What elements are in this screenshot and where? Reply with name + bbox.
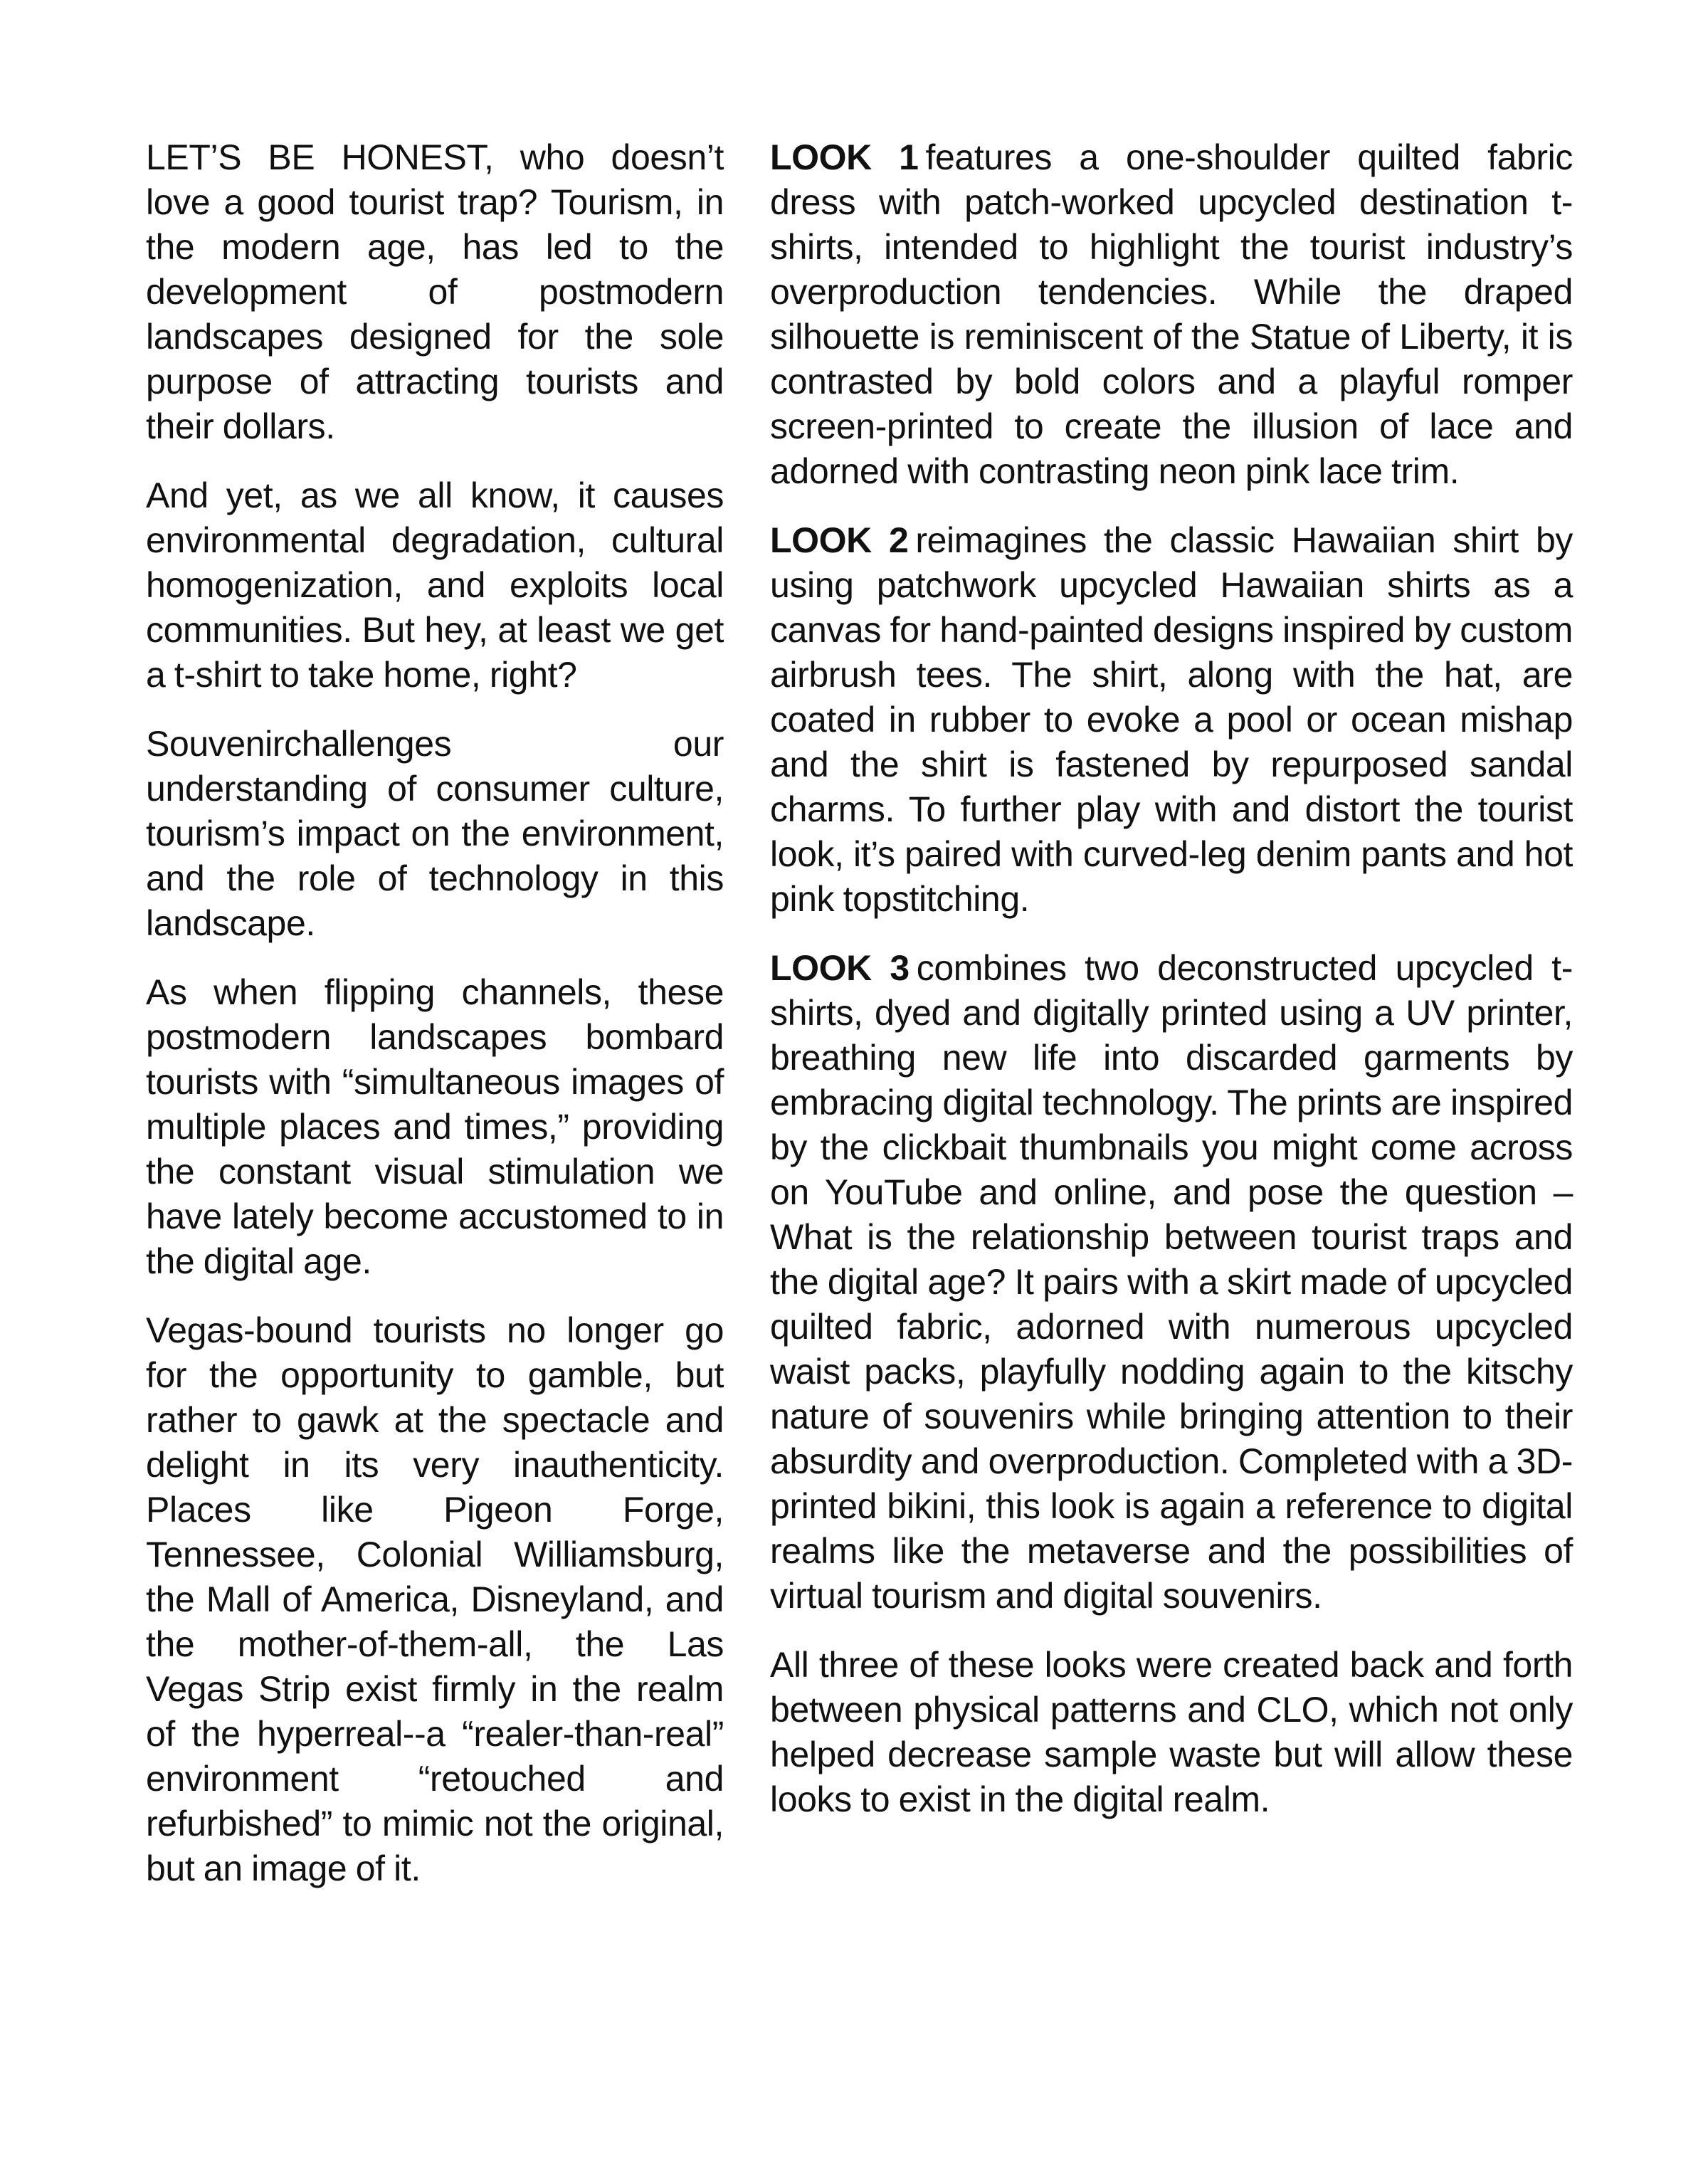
look1-text: features a one-shoulder quilted fabric dress with patch-worked upcycled destination t-shirts, intended to highlight the tourist industry’s overproduction tendencies. While the draped silhouette is reminiscent of the Statue of Liberty, it is contrasted by bold colors and a playful romper screen-printed to create the illusion of lace and adorned with contrasting neon pink lace trim.: [770, 137, 1573, 491]
left-column: [146, 135, 724, 1915]
look1-paragraph: [770, 135, 1573, 494]
look3-text: combines two deconstructed upcycled t-shirts, dyed and digitally printed using a UV printer, breathing new life into discarded garments by embracing digital technology. The prints are inspired by the clickbait thumbnails you might come across on YouTube and online, and pose the question – What is the relationship between tourist traps and the digital age? It pairs with a skirt made of upcycled quilted fabric, adorned with numerous upcycled waist packs, playfully nodding again to the kitschy nature of souvenirs while bringing attention to their absurdity and overproduction. Completed with a 3D-printed bikini, this look is again a reference to digital realms like the metaverse and the possibilities of virtual tourism and digital souvenirs.: [770, 948, 1573, 1616]
souvenir-paragraph: Souvenirchallenges our understanding of consumer culture, tourism’s impact on the environment, and the role of technology in this landscape.: [146, 724, 724, 943]
right-column: [770, 135, 1573, 1846]
look3-paragraph: [770, 946, 1573, 1619]
look2-heading: LOOK 2: [770, 520, 909, 560]
closing-paragraph: All three of these looks were created back and forth between physical patterns and CLO, which not only helped decrease sample waste but will allow these looks to exist in the digital realm.: [770, 1645, 1573, 1819]
look3-heading: LOOK 3: [770, 948, 910, 988]
look2-text: reimagines the classic Hawaiian shirt by using patchwork upcycled Hawaiian shirts as a canvas for hand-painted designs inspired by custom airbrush tees. The shirt, along with the hat, are coated in rubber to evoke a pool or ocean mishap and the shirt is fastened by repurposed sandal charms. To further play with and distort the tourist look, it’s paired with curved-leg denim pants and hot pink topstitching.: [770, 520, 1573, 919]
intro-paragraph: LET’S BE HONEST, who doesn’t love a good tourist trap? Tourism, in the modern age, has led to the development of postmodern landscapes designed for the sole purpose of attracting tourists and their dollars.: [146, 137, 724, 446]
look2-paragraph: [770, 518, 1573, 922]
look1-heading: LOOK 1: [770, 137, 919, 177]
impact-paragraph: And yet, as we all know, it causes environmental degradation, cultural homogenization, and exploits local communities. But hey, at least we get a t-shirt to take home, right?: [146, 475, 724, 695]
channels-paragraph: As when flipping channels, these postmodern landscapes bombard tourists with “simultaneous images of multiple places and times,” providing the constant visual stimulation we have lately become accustomed to in the digital age.: [146, 972, 724, 1281]
vegas-paragraph: Vegas-bound tourists no longer go for the opportunity to gamble, but rather to gawk at the spectacle and delight in its very inauthenticity. Places like Pigeon Forge, Tennessee, Colonial Williamsburg, the Mall of America, Disneyland, and the mother-of-them-all, the Las Vegas Strip exist firmly in the realm of the hyperreal--a “realer-than-real” environment “retouched and refurbished” to mimic not the original, but an image of it.: [146, 1310, 724, 1888]
